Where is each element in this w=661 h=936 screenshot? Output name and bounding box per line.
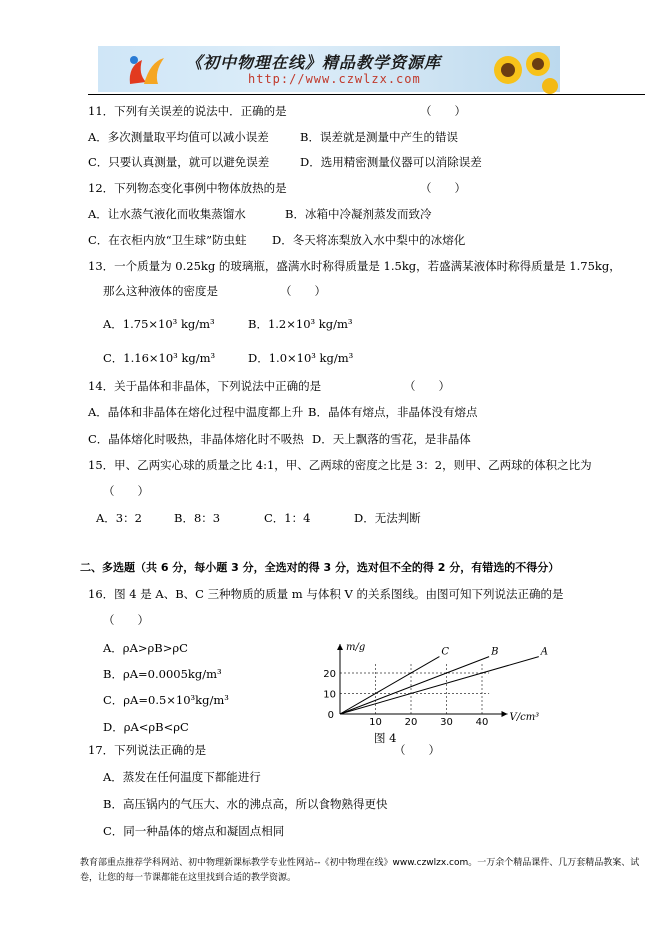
- q16-bracket: （ ）: [103, 613, 149, 627]
- x-tick-label: 20: [404, 717, 418, 728]
- q13-option-b: B．1.2×10³ kg/m³: [248, 317, 353, 331]
- q15-option-c: C．1：4: [264, 511, 311, 525]
- q14-option-b: B．晶体有熔点，非晶体没有熔点: [308, 405, 478, 419]
- q17-stem: 17．下列说法正确的是: [88, 743, 207, 757]
- q12-option-c: C．在衣柜内放“卫生球”防虫蛀: [88, 233, 247, 247]
- header-banner: [98, 46, 560, 92]
- x-tick-label: 40: [475, 717, 489, 728]
- q14-bracket: （ ）: [404, 379, 450, 393]
- series-line-a: [340, 657, 539, 714]
- q11-bracket: （ ）: [420, 104, 466, 118]
- q14-option-a: A．晶体和非晶体在熔化过程中温度都上升: [88, 405, 304, 419]
- q13-bracket: （ ）: [280, 284, 326, 298]
- q17-option-c: C．同一种晶体的熔点和凝固点相同: [103, 824, 285, 838]
- header-rule: [88, 94, 645, 95]
- section-title-multiple-choice: 二、多选题（共 6 分，每小题 3 分，全选对的得 3 分，选对但不全的得 2 分，有错选的不得分）: [80, 561, 560, 574]
- q16-option-a: A．ρA>ρB>ρC: [103, 641, 188, 655]
- q11-stem: 11．下列有关误差的说法中．正确的是: [88, 104, 287, 118]
- q12-option-d: D．冬天将冻梨放入水中梨中的冰熔化: [272, 233, 466, 247]
- q13-option-d: D．1.0×10³ kg/m³: [248, 351, 354, 365]
- series-label-c: C: [441, 646, 450, 658]
- q12-bracket: （ ）: [420, 181, 466, 195]
- banner-title: 《初中物理在线》精品教学资源库: [186, 53, 442, 72]
- q15-bracket: （ ）: [103, 484, 149, 498]
- q16-option-c: C．ρA=0.5×10³kg/m³: [103, 693, 229, 707]
- q11-option-d: D．选用精密测量仪器可以消除误差: [300, 155, 482, 169]
- banner-url[interactable]: http://www.czwlzx.com: [248, 72, 421, 86]
- x-tick-label: 30: [440, 717, 453, 728]
- y-tick-label: 20: [323, 669, 336, 680]
- sunflower-icon: [488, 48, 558, 92]
- q15-option-d: D．无法判断: [354, 511, 421, 525]
- x-axis-label: V/cm³: [509, 712, 540, 723]
- logo-icon: [124, 52, 168, 88]
- origin-label: 0: [327, 710, 334, 721]
- q15-stem: 15．甲、乙两实心球的质量之比 4:1，甲、乙两球的密度之比是 3：2，则甲、乙两球的体积之比为: [88, 458, 592, 472]
- q17-bracket: （ ）: [394, 743, 440, 757]
- y-tick-label: 10: [323, 689, 336, 701]
- series-label-a: A: [540, 646, 549, 658]
- q16-stem: 16．图 4 是 A、B、C 三种物质的质量 m 与体积 V 的关系图线。由图可知下列说法正确的是: [88, 587, 564, 601]
- q13-stem2: 那么这种液体的密度是: [103, 284, 218, 298]
- q12-option-a: A．让水蒸气液化而收集蒸馏水: [88, 207, 246, 221]
- q17-option-a: A．蒸发在任何温度下都能进行: [103, 770, 261, 784]
- q12-stem: 12．下列物态变化事例中物体放热的是: [88, 181, 287, 195]
- y-axis-arrow: [337, 644, 343, 650]
- q16-option-b: B．ρA=0.0005kg/m³: [103, 667, 222, 681]
- q13-option-c: C．1.16×10³ kg/m³: [103, 351, 216, 365]
- y-axis-label: m/g: [346, 642, 366, 653]
- series-line-c: [340, 657, 439, 714]
- q11-option-b: B．误差就是测量中产生的错误: [300, 130, 458, 144]
- x-tick-label: 10: [369, 717, 382, 728]
- q13-stem: 13．一个质量为 0.25kg 的玻璃瓶，盛满水时称得质量是 1.5kg，若盛满某液体时称得质量是 1.75kg，: [88, 259, 621, 273]
- q14-option-d: D．天上飘落的雪花，是非晶体: [312, 432, 471, 446]
- q12-option-b: B．冰箱中冷凝剂蒸发而致冷: [285, 207, 432, 221]
- q14-option-c: C．晶体熔化时吸热，非晶体熔化时不吸热: [88, 432, 304, 446]
- series-label-b: B: [491, 646, 499, 658]
- q11-option-c: C．只要认真测量，就可以避免误差: [88, 155, 270, 169]
- series-line-b: [340, 657, 489, 714]
- q13-option-a: A．1.75×10³ kg/m³: [103, 317, 215, 331]
- figure-caption: 图 4: [374, 731, 397, 745]
- q14-stem: 14．关于晶体和非晶体，下列说法中正确的是: [88, 379, 322, 393]
- q15-option-a: A．3：2: [96, 511, 142, 525]
- q11-option-a: A．多次测量取平均值可以减小误差: [88, 130, 269, 144]
- q15-option-b: B．8：3: [174, 511, 221, 525]
- footer-note: 教育部重点推荐学科网站、初中物理新课标教学专业性网站--《初中物理在线》www.czwlzx.com。一万余个精品课件、几万套精品教案、试卷，让您的每一节课都能在这里找到合适的教学资源。: [80, 858, 640, 883]
- q17-option-b: B．高压锅内的气压大、水的沸点高，所以食物熟得更快: [103, 797, 388, 811]
- figure-4-chart: [318, 636, 549, 736]
- x-axis-arrow: [502, 711, 508, 717]
- q16-option-d: D．ρA<ρB<ρC: [103, 720, 189, 734]
